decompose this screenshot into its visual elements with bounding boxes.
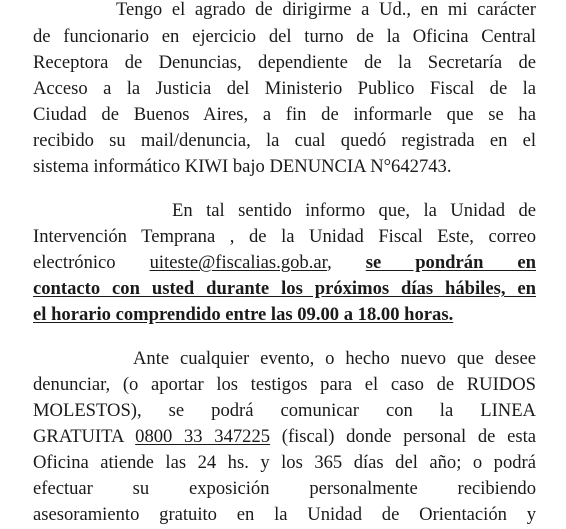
para3-line: Oficina atiende las 24 hs. y los 365 días del año; o podrá — [33, 452, 536, 473]
para3-line: asesoramiento gratuito en la Unidad de Orientación y — [33, 504, 536, 525]
para2-line: Intervención Temprana , de la Unidad Fiscal Este, correo — [33, 226, 536, 247]
para1-line: Tengo el agrado de dirigirme a Ud., en mi carácter — [116, 0, 536, 20]
para3-line: Ante cualquier evento, o hecho nuevo que desee — [133, 348, 536, 369]
para3-text: (fiscal) donde personal de esta — [281, 426, 536, 447]
para1-line: sistema informático KIWI bajo DENUNCIA N°642743. — [33, 156, 452, 177]
para1-line: Ciudad de Buenos Aires, a fin de informarle que se ha — [33, 104, 536, 125]
para2-separator: , — [327, 252, 332, 273]
para1-line: recibido su mail/denuncia, la cual quedó registrada en el — [33, 130, 536, 151]
para1-line: de funcionario en ejercicio del turno de la Oficina Central — [33, 26, 536, 47]
para2-line-3 — [33, 252, 536, 274]
para1-line: Receptora de Denuncias, dependiente de la Secretaría de — [33, 52, 536, 73]
para1-line: Acceso a la Justicia del Ministerio Publico Fiscal de la — [33, 78, 536, 99]
para2-text: electrónico — [33, 252, 116, 273]
phone-link[interactable]: 0800 33 347225 — [135, 426, 271, 447]
para3-line-4 — [33, 426, 536, 448]
para3-line: efectuar su exposición personalmente recibiendo — [33, 478, 536, 499]
para3-text: GRATUITA — [33, 426, 124, 447]
para2-emphasis-line: el horario comprendido entre las 09.00 a 18.00 horas. — [33, 304, 454, 325]
email-link[interactable]: uiteste@fiscalias.gob.ar — [149, 252, 328, 273]
para2-emphasis: se pondrán en — [365, 252, 536, 273]
para3-line: MOLESTOS), se podrá comunicar con la LINEA — [33, 400, 536, 421]
para2-line: En tal sentido informo que, la Unidad de — [172, 200, 536, 221]
para3-line: denunciar, (o aportar los testigos para el caso de RUIDOS — [33, 374, 536, 395]
para2-emphasis-line: contacto con usted durante los próximos días hábiles, en — [33, 278, 536, 299]
